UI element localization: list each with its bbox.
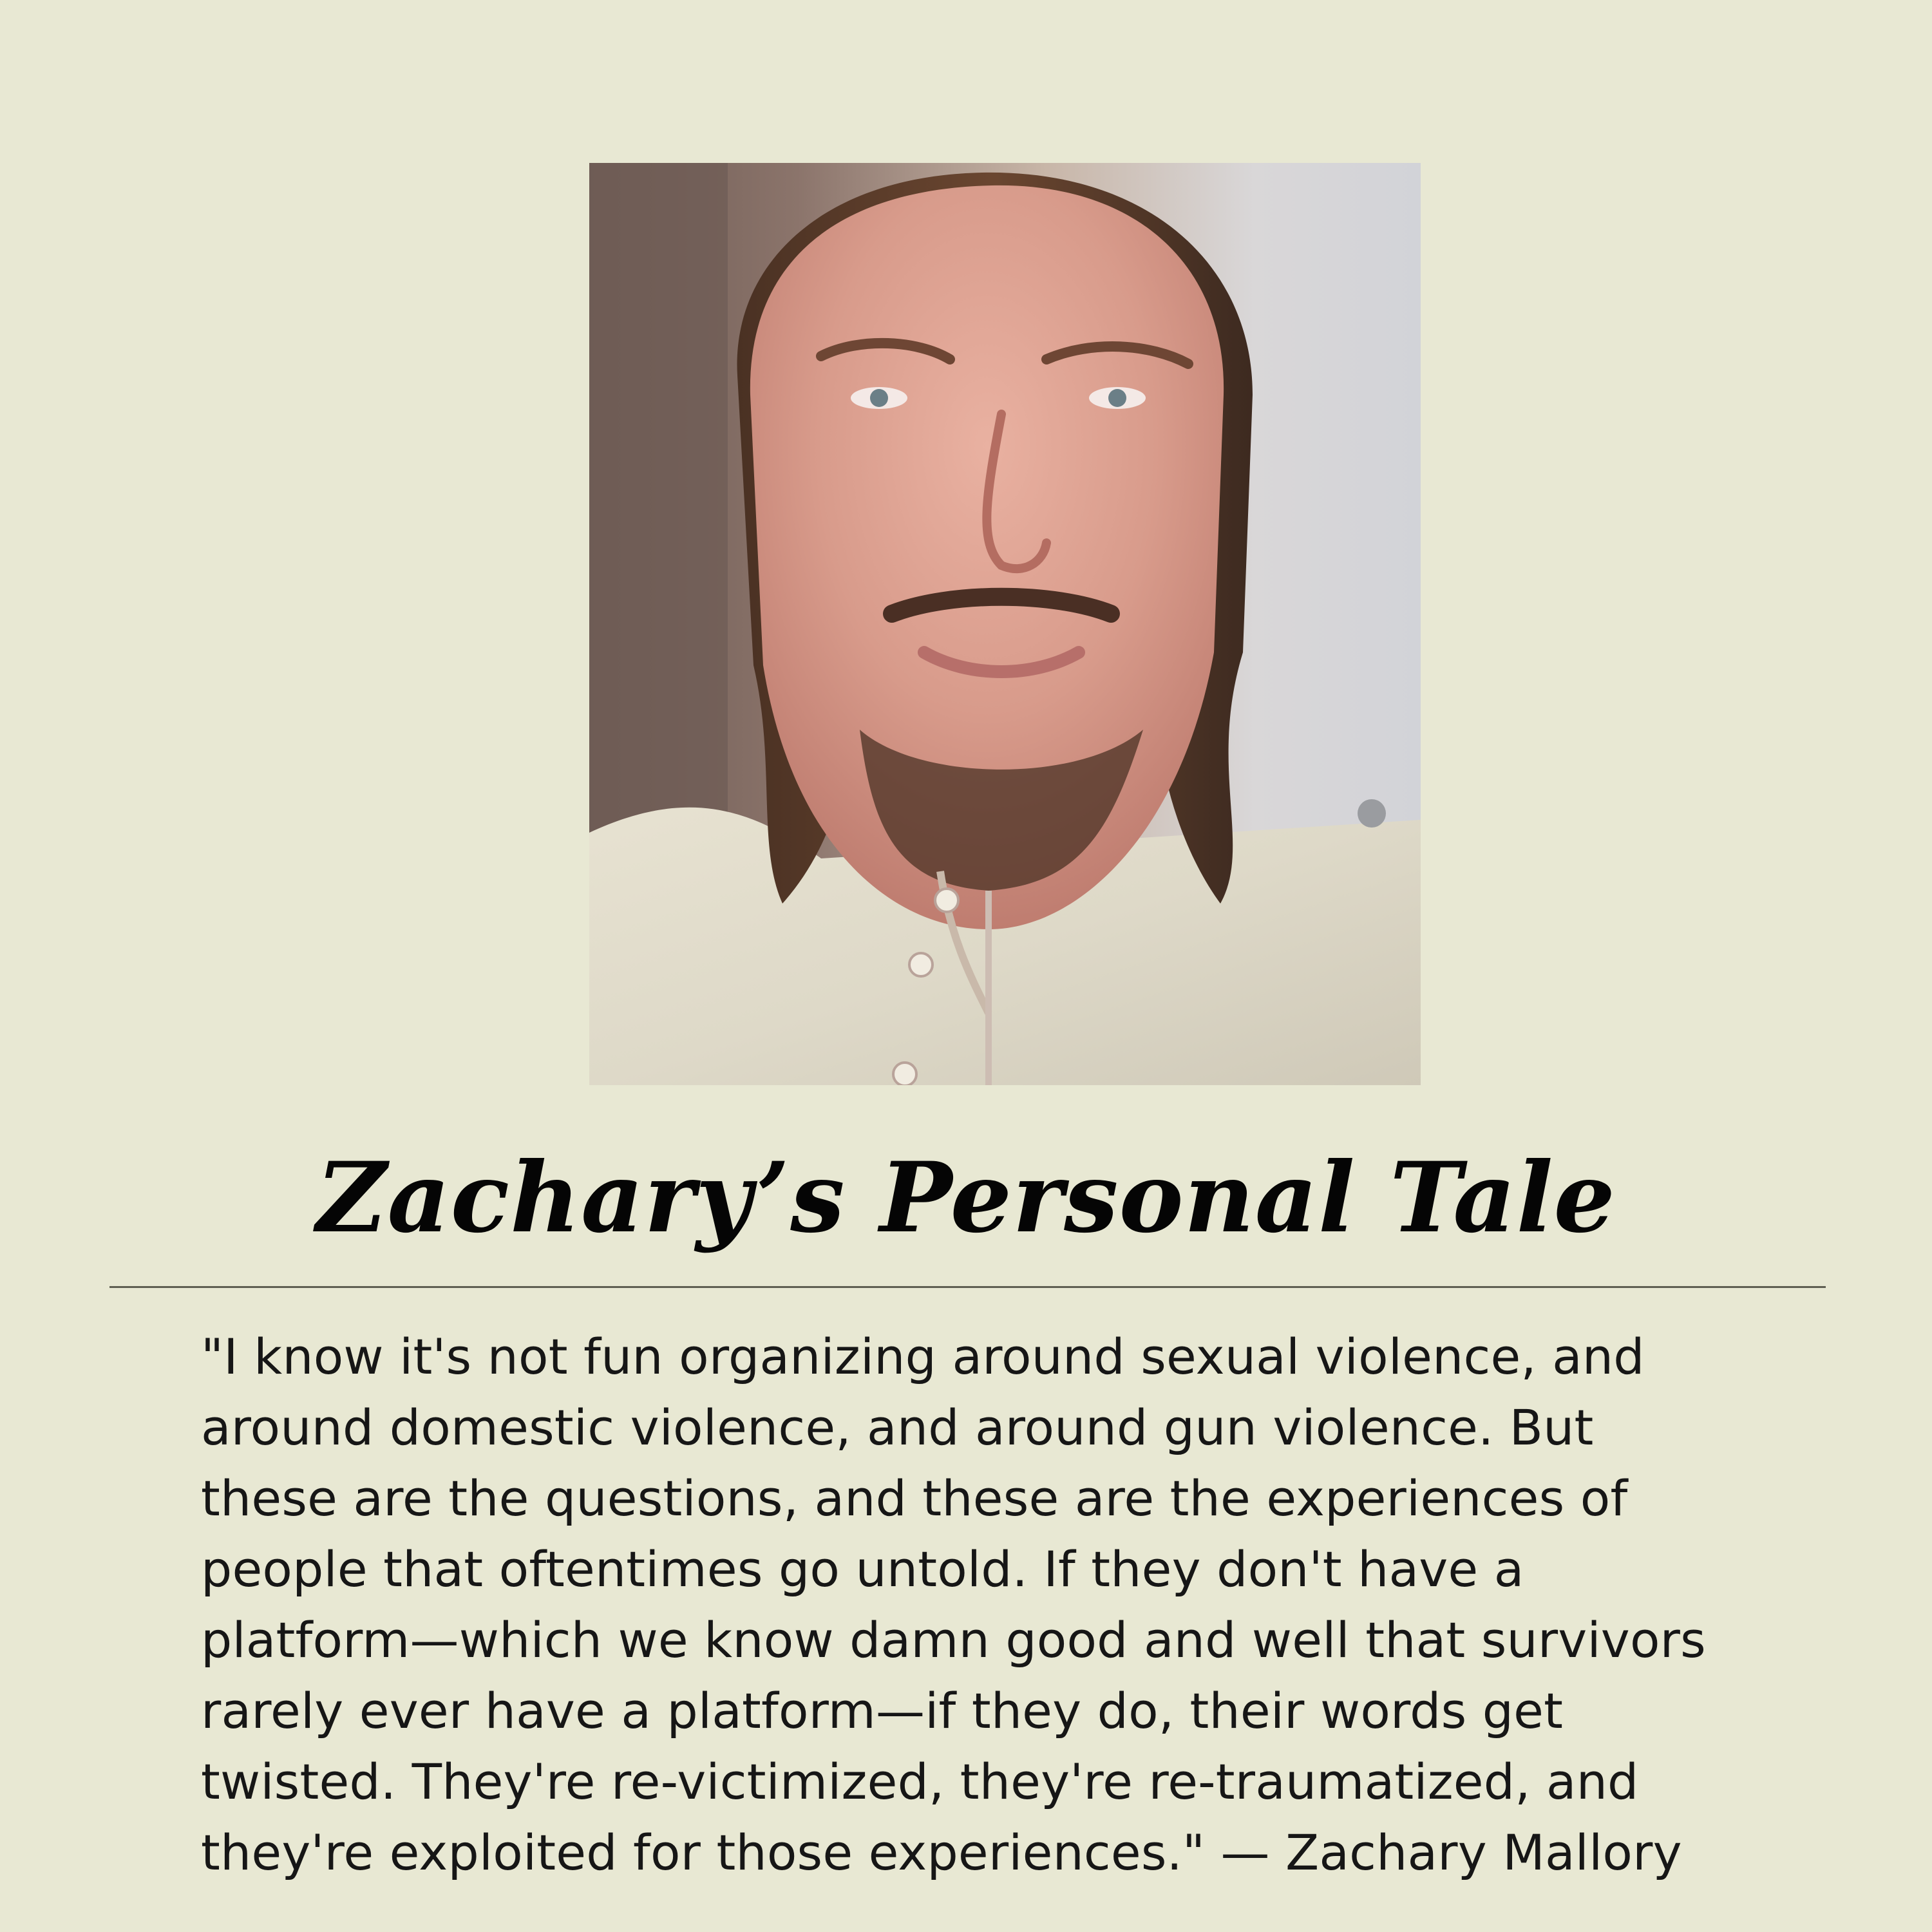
quote-line: they're exploited for those experiences." — Zachary Mallory (201, 1824, 1682, 1881)
quote-block (201, 1321, 1766, 1888)
quote-line: people that oftentimes go untold. If they don't have a (201, 1540, 1524, 1598)
quote-line: "I know it's not fun organizing around sexual violence, and (201, 1328, 1645, 1385)
portrait-photo (589, 163, 1421, 1085)
quote-line: these are the questions, and these are the experiences of (201, 1470, 1628, 1527)
page-title: Zachary’s Personal Tale (316, 1141, 1616, 1255)
quote-line: rarely ever have a platform—if they do, their words get (201, 1682, 1564, 1739)
divider (109, 1286, 1826, 1288)
quote-line: around domestic violence, and around gun violence. But (201, 1399, 1594, 1456)
quote-line: twisted. They're re-victimized, they're re-traumatized, and (201, 1753, 1639, 1810)
quote-line: platform—which we know damn good and well that survivors (201, 1611, 1706, 1669)
